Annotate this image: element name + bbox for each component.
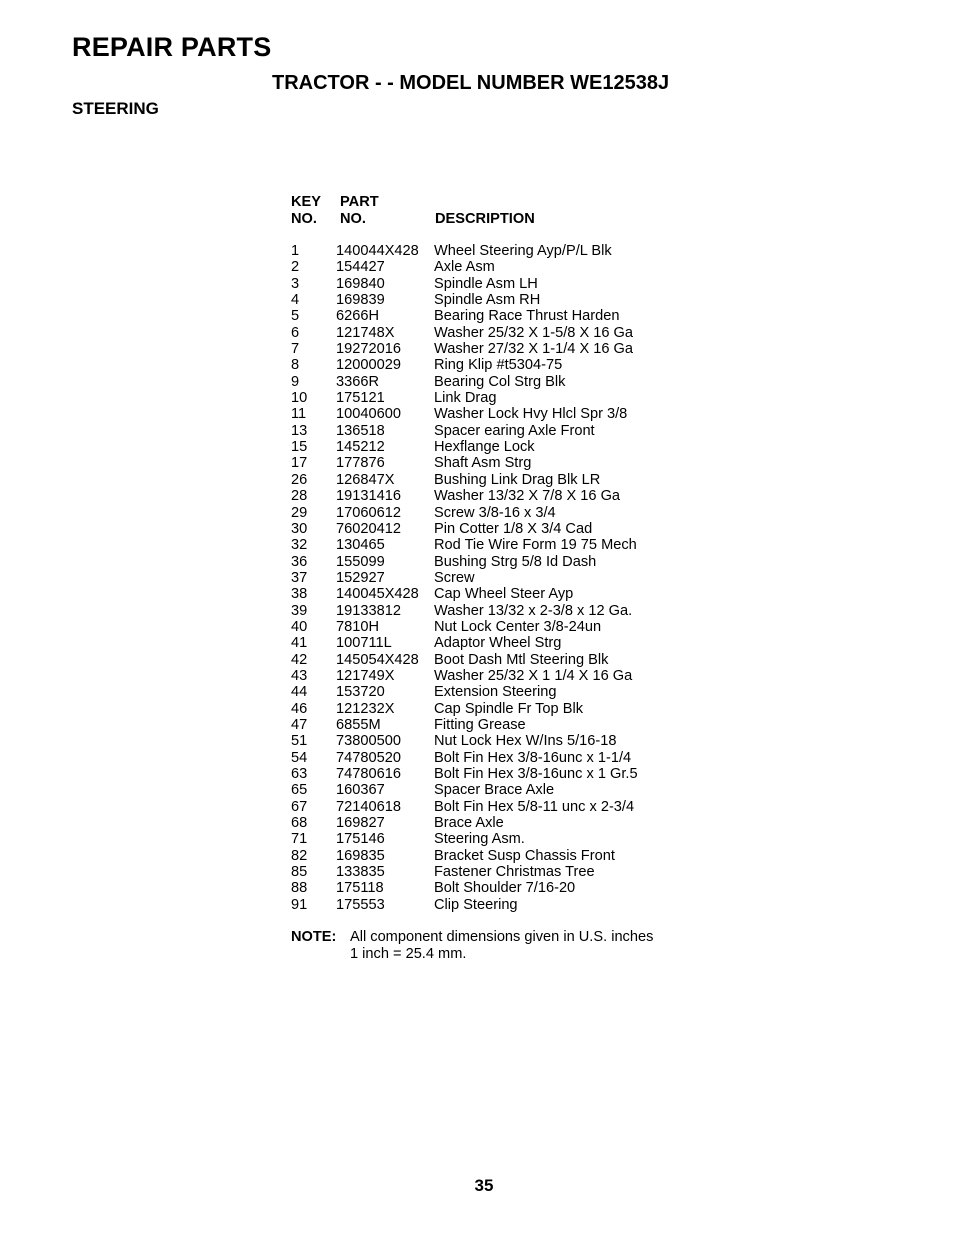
table-row (291, 701, 638, 717)
description-cell: Brace Axle (434, 815, 504, 832)
table-row (291, 668, 638, 684)
description-cell: Washer 25/32 X 1 1/4 X 16 Ga (434, 667, 633, 684)
part-no-cell: 10040600 (336, 406, 401, 423)
description-cell: Boot Dash Mtl Steering Blk (434, 651, 609, 668)
table-row (291, 766, 638, 782)
table-row (291, 423, 638, 439)
key-no-cell: 91 (291, 896, 308, 913)
description-cell: Fitting Grease (434, 716, 526, 733)
description-cell: Hexflange Lock (434, 439, 535, 456)
key-no-cell: 7 (291, 341, 300, 358)
table-row (291, 439, 638, 455)
description-cell: Clip Steering (434, 896, 518, 913)
key-no-cell: 4 (291, 292, 300, 309)
description-cell: Steering Asm. (434, 831, 525, 848)
part-no-cell: 175118 (336, 880, 384, 897)
key-no-cell: 71 (291, 831, 308, 848)
table-row (291, 472, 638, 488)
table-row (291, 390, 638, 406)
description-cell: Screw (434, 569, 475, 586)
part-no-cell: 7810H (336, 618, 380, 635)
description-cell: Bushing Link Drag Blk LR (434, 471, 601, 488)
table-row (291, 717, 638, 733)
part-no-cell: 17060612 (336, 504, 401, 521)
key-no-cell: 8 (291, 357, 300, 374)
part-no-header (340, 194, 379, 228)
description-cell: Link Drag (434, 390, 497, 407)
description-cell: Bearing Race Thrust Harden (434, 308, 620, 325)
parts-rows (291, 243, 638, 913)
table-row (291, 635, 638, 651)
part-no-cell: 177876 (336, 455, 385, 472)
part-no-cell: 3366R (336, 373, 380, 390)
part-no-cell: 169840 (336, 275, 385, 292)
table-row (291, 815, 638, 831)
part-no-cell: 169839 (336, 292, 385, 309)
table-row (291, 782, 638, 798)
key-no-cell: 41 (291, 635, 308, 652)
note-line-1: All component dimensions given in U.S. inches (350, 929, 654, 945)
key-no-cell: 63 (291, 766, 308, 782)
description-cell: Bearing Col Strg Blk (434, 373, 566, 390)
key-no-cell: 38 (291, 586, 308, 603)
part-no-cell: 154427 (336, 259, 385, 276)
description-cell: Washer 13/32 x 2-3/8 x 12 Ga. (434, 602, 633, 619)
section-heading: STEERING (72, 99, 159, 118)
key-no-cell: 32 (291, 537, 308, 554)
part-no-cell: 175146 (336, 831, 385, 848)
part-no-cell: 6855M (336, 716, 381, 733)
description-cell: Bushing Strg 5/8 Id Dash (434, 553, 597, 570)
table-row (291, 406, 638, 422)
note-label: NOTE: (291, 929, 337, 945)
description-cell: Washer 13/32 X 7/8 X 16 Ga (434, 488, 621, 505)
part-no-cell: 73800500 (336, 733, 401, 750)
part-no-cell: 121232X (336, 700, 395, 717)
key-no-cell: 42 (291, 651, 308, 668)
part-no-cell: 155099 (336, 553, 385, 570)
key-no-header (291, 194, 321, 228)
key-no-cell: 40 (291, 618, 308, 635)
part-no-cell: 19133812 (336, 602, 401, 619)
description-cell: Wheel Steering Ayp/P/L Blk (434, 243, 612, 259)
key-no-cell: 85 (291, 864, 308, 881)
key-no-cell: 11 (291, 406, 307, 423)
table-row (291, 455, 638, 471)
part-no-cell: 169835 (336, 847, 385, 864)
part-no-cell: 6266H (336, 308, 380, 325)
table-row (291, 537, 638, 553)
table-row (291, 325, 638, 341)
key-no-cell: 68 (291, 815, 308, 832)
part-no-cell: 126847X (336, 471, 395, 488)
part-no-cell: 74780616 (336, 766, 401, 782)
key-no-cell: 44 (291, 684, 308, 701)
description-cell: Washer Lock Hvy Hlcl Spr 3/8 (434, 406, 628, 423)
table-row (291, 374, 638, 390)
page-heading: REPAIR PARTS (72, 32, 272, 62)
part-no-cell: 12000029 (336, 357, 401, 374)
key-no-cell: 51 (291, 733, 308, 750)
description-cell: Bolt Fin Hex 3/8-16unc x 1 Gr.5 (434, 766, 638, 782)
key-no-cell: 5 (291, 308, 300, 325)
part-no-cell: 145212 (336, 439, 385, 456)
table-row (291, 864, 638, 880)
table-row (291, 848, 638, 864)
table-row (291, 733, 638, 749)
key-no-cell: 28 (291, 488, 308, 505)
table-row (291, 799, 638, 815)
key-no-cell: 37 (291, 569, 308, 586)
table-row (291, 243, 638, 259)
part-no-cell: 100711L (336, 635, 392, 652)
description-header: DESCRIPTION (435, 211, 535, 227)
key-no-cell: 29 (291, 504, 308, 521)
description-cell: Spindle Asm RH (434, 292, 541, 309)
description-cell: Adaptor Wheel Strg (434, 635, 562, 652)
description-cell: Nut Lock Center 3/8-24un (434, 618, 602, 635)
description-cell: Spacer Brace Axle (434, 782, 555, 799)
note-text (350, 929, 653, 962)
key-no-cell: 30 (291, 520, 308, 537)
key-no-cell: 43 (291, 667, 308, 684)
table-row (291, 652, 638, 668)
part-no-cell: 74780520 (336, 749, 401, 766)
description-cell: Extension Steering (434, 684, 557, 701)
part-no-cell: 140045X428 (336, 586, 419, 603)
description-cell: Cap Wheel Steer Ayp (434, 586, 574, 603)
description-cell: Bolt Shoulder 7/16-20 (434, 880, 576, 897)
table-row (291, 488, 638, 504)
table-row (291, 684, 638, 700)
part-no-cell: 140044X428 (336, 243, 419, 259)
part-no-cell: 121749X (336, 667, 395, 684)
part-no-cell: 76020412 (336, 520, 401, 537)
key-no-cell: 3 (291, 275, 300, 292)
part-no-cell: 19131416 (336, 488, 401, 505)
description-cell: Bracket Susp Chassis Front (434, 847, 615, 864)
part-header-line1: PART (340, 194, 379, 210)
key-no-cell: 67 (291, 798, 308, 815)
key-no-cell: 2 (291, 259, 300, 276)
part-no-cell: 175553 (336, 896, 385, 913)
table-row (291, 554, 638, 570)
description-cell: Spindle Asm LH (434, 275, 538, 292)
page-number: 35 (474, 1176, 494, 1195)
key-no-cell: 65 (291, 782, 308, 799)
table-row (291, 831, 638, 847)
table-row (291, 897, 638, 913)
note-line-2: 1 inch = 25.4 mm. (350, 945, 467, 962)
part-no-cell: 136518 (336, 422, 385, 439)
table-row (291, 505, 638, 521)
part-no-cell: 145054X428 (336, 651, 419, 668)
key-no-cell: 15 (291, 439, 308, 456)
description-cell: Axle Asm (434, 259, 495, 276)
part-no-cell: 133835 (336, 864, 385, 881)
key-no-cell: 13 (291, 422, 308, 439)
key-no-cell: 39 (291, 602, 308, 619)
table-row (291, 619, 638, 635)
table-row (291, 603, 638, 619)
key-no-cell: 1 (291, 243, 300, 259)
part-header-line2: NO. (340, 211, 366, 227)
key-no-cell: 82 (291, 847, 308, 864)
part-no-cell: 160367 (336, 782, 385, 799)
table-row (291, 276, 638, 292)
description-cell: Spacer earing Axle Front (434, 422, 595, 439)
table-row (291, 308, 638, 324)
description-cell: Rod Tie Wire Form 19 75 Mech (434, 537, 637, 554)
part-no-cell: 72140618 (336, 798, 401, 815)
key-no-cell: 6 (291, 324, 300, 341)
parts-table (291, 194, 638, 913)
table-row (291, 880, 638, 896)
description-cell: Washer 27/32 X 1-1/4 X 16 Ga (434, 341, 634, 358)
part-no-cell: 130465 (336, 537, 385, 554)
key-no-cell: 47 (291, 716, 308, 733)
model-heading: TRACTOR - - MODEL NUMBER WE12538J (272, 72, 670, 94)
description-cell: Washer 25/32 X 1-5/8 X 16 Ga (434, 324, 634, 341)
description-cell: Bolt Fin Hex 5/8-11 unc x 2-3/4 (434, 798, 635, 815)
description-cell: Nut Lock Hex W/Ins 5/16-18 (434, 733, 617, 750)
key-no-cell: 9 (291, 373, 300, 390)
description-cell: Screw 3/8-16 x 3/4 (434, 504, 556, 521)
table-row (291, 259, 638, 275)
key-no-cell: 46 (291, 700, 308, 717)
table-row (291, 357, 638, 373)
table-row (291, 586, 638, 602)
table-row (291, 750, 638, 766)
key-no-cell: 26 (291, 471, 308, 488)
key-no-cell: 17 (291, 455, 308, 472)
table-row (291, 521, 638, 537)
table-header (291, 194, 638, 234)
description-cell: Ring Klip #t5304-75 (434, 357, 563, 374)
table-row (291, 570, 638, 586)
description-cell: Shaft Asm Strg (434, 455, 532, 472)
description-cell: Pin Cotter 1/8 X 3/4 Cad (434, 520, 593, 537)
table-row (291, 341, 638, 357)
part-no-cell: 175121 (336, 390, 385, 407)
key-no-cell: 88 (291, 880, 308, 897)
part-no-cell: 152927 (336, 569, 385, 586)
key-header-line2: NO. (291, 211, 317, 227)
description-cell: Bolt Fin Hex 3/8-16unc x 1-1/4 (434, 749, 632, 766)
description-cell: Cap Spindle Fr Top Blk (434, 700, 583, 717)
key-no-cell: 10 (291, 390, 308, 407)
key-no-cell: 36 (291, 553, 308, 570)
part-no-cell: 153720 (336, 684, 385, 701)
key-no-cell: 54 (291, 749, 308, 766)
description-cell: Fastener Christmas Tree (434, 864, 595, 881)
table-row (291, 292, 638, 308)
part-no-cell: 169827 (336, 815, 385, 832)
part-no-cell: 19272016 (336, 341, 401, 358)
key-header-line1: KEY (291, 194, 322, 210)
part-no-cell: 121748X (336, 324, 395, 341)
